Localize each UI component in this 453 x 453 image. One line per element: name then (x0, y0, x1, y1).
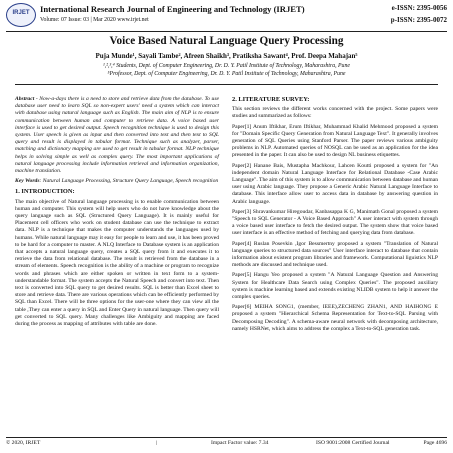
introduction-text: The main objective of Natural language processing is to enable communication between human and computer. This system will help users who do not have knowledge about the query language such as SQL (Structured Query Language). It is mainly useful for Placement cell officers who work on student database can use the technique to extract data. NLP is a technique that makes the computer understands the languages used by humans. While natural language may it easy for people to learn and use, it has been proved to be hard for a computer to master. A NLQ Interface to Database system is an application that accepts a natural language query, creates a SQL query from it and executes it to retrieve the data from relational database. The result is retrieved from the database in a stream of elements. Speech recognition is the ability of a machine or program to recognize words and phrases which are either spoken or written in text form to a system-understandable format. The system accepts the Natural Speech and convert into text. Then text is converted into SQL query to get desired results. SQL is better than Excel sheet to store and retrieve data. There are various operations which can be efficiently performed by SQL than Excel. There will be three options for the user-one where they can view all the table ,They can enter a query in SQL and Enter Query in natural language. Then query will get converted to SQL query. Many challenges like Ambiguity and mapping are faced during the process as mapping of attributes with table are done. (15, 198, 219, 328)
affiliation-students: ¹,²,³,⁴ Students, Dept. of Computer Engineering, Dr. D. Y. Patil Institute of Technology, Maharashtra, Pune (103, 63, 350, 69)
irjet-logo (6, 3, 36, 27)
page-number: Page 4696 (423, 440, 447, 446)
footer-separator: | (156, 440, 158, 446)
iso-certification: ISO 9001:2008 Certified Journal (316, 440, 390, 446)
impact-factor: Impact Factor value: 7.34 (211, 440, 269, 446)
abstract-text: - Now-a-days there is a need to store and retrieve data from the database. To use database user need to learn SQL so non-expert users' need a system which can interact with database using natural language such as English. The main aim of NLP is to ensure communication between human and computer to retrieve data. A voice based user interface is used to get desired output. Speech recognition technique is used to design this system. User speech is given as input and then converted into text and then text to SQL query and result is displayed in tabular format. Technique such as analyzer, parser, matching and dictionary mapping are used to get result in tabular format. NLP technique helps in solving simple as well as complex query. The most important applications of natural language processing include information retrieval and information organization, machine translation. (15, 96, 219, 175)
copyright: © 2020, IRJET (6, 440, 41, 446)
pissn: p-ISSN: 2395-0072 (390, 16, 447, 24)
paper-summary-3: Paper[3] Shravankumar Hiregoudar, Kanbasappa K G, Manimath Gonal proposed a system "Speech to SQL Generator - A Voice Based Approach" A user interact with system through a voice based user interface to fetch the desired output. The system show that voice based user interface is an effective method of fetching and querying data from database. (232, 208, 438, 237)
keywords-label: Key Words (15, 178, 40, 185)
header-rule (6, 31, 447, 32)
abstract (15, 96, 219, 175)
survey-heading: 2. LITERATURE SURVEY: (232, 96, 310, 103)
footer-rule (6, 437, 447, 438)
author-list: Puja Munde¹, Sayali Tambe², Afreen Shaikh³, Pratiksha Sawant⁴, Prof. Deepa Mahajan⁵ (95, 52, 358, 60)
affiliation-professor: ⁵Professor, Dept. of Computer Engineering, Dr. D. Y. Patil Institute of Technology, Maharashtra, Pune (107, 71, 346, 77)
eissn: e-ISSN: 2395-0056 (391, 4, 447, 12)
paper-summary-1: Paper[1] Anum Iftikhar, Erum Iftikhar, Muhammad Khalid Mehmood proposed a system for "Domain Specific Query Generation from Natural Language Text". It generally involves generation of SQL Queries using Stanford Parser. The paper reviews various ambiguity problems in NLP. Automated queries of NOSQL can be used as an application for the idea presented in the paper. It can also be used to design NL business etiquettes. (232, 123, 438, 159)
paper-summary-4: Paper[4] Ruslan Posevkin ,Igor Bessmertny proposed a system "Translation of Natural language queries to structured data sources" User interface interact to database that contain information about existent program libraries and framework. Computational liguistics NLP methods are discussed and technique used. (232, 240, 438, 269)
paper-summary-2: Paper[2] Hanane Bais, Mustapha Machkour, Lahcen Koutti proposed a system for "An independent domain Natural Language Interface for Relational Database -Case Arabic Language". The aim of this system is to allow communication between database and human user using Arabic language. They propose a Generic Arabic Natural Language Interface to database. This interface allow user to access data in database by answering question in Arabic language. (232, 162, 438, 205)
keywords (15, 178, 219, 185)
left-column (15, 96, 219, 331)
abstract-label: Abstract (15, 96, 35, 102)
logo-text: IRJET (12, 10, 30, 16)
paper-summary-6: Paper[6] MEIHA SONG1, (member, IEEE),ZECHENG ZHAN1, AND HAIHONG E proposed a system "Hierarchical Schema Representation for Text-to-SQL Parsing with Decomposing Decoding". A schema-aware neural network with decomposing architecture, namely HSRNet, which aims to address the complex a Text-to-SQL generation task. (232, 304, 438, 332)
paper-summary-5: Paper[5] Hangu Yeo proposed a system "A Natural Language Question and Answering System for Healthcare Data Search using Complex Queries". The proposed auxiliary system is machine learning based and extends existing NLIDB system to help it answer the complex queries. (232, 272, 438, 301)
journal-name: International Research Journal of Engineering and Technology (IRJET) (40, 4, 305, 14)
keywords-text: : Natural Language Processing, Structure Query Language, Speech recognition (39, 178, 219, 185)
journal-header (6, 3, 447, 29)
paper-title: Voice Based Natural Language Query Processing (109, 35, 344, 47)
volume-line: Volume: 07 Issue: 03 | Mar 2020 www.irjet.net (40, 17, 149, 23)
right-column (232, 96, 438, 336)
title-rule (15, 84, 438, 85)
introduction-heading: 1. INTRODUCTION: (15, 188, 75, 196)
survey-intro: This section reviews the different works concerned with the project. Some papers were studies and summarized as follows: (232, 106, 438, 120)
